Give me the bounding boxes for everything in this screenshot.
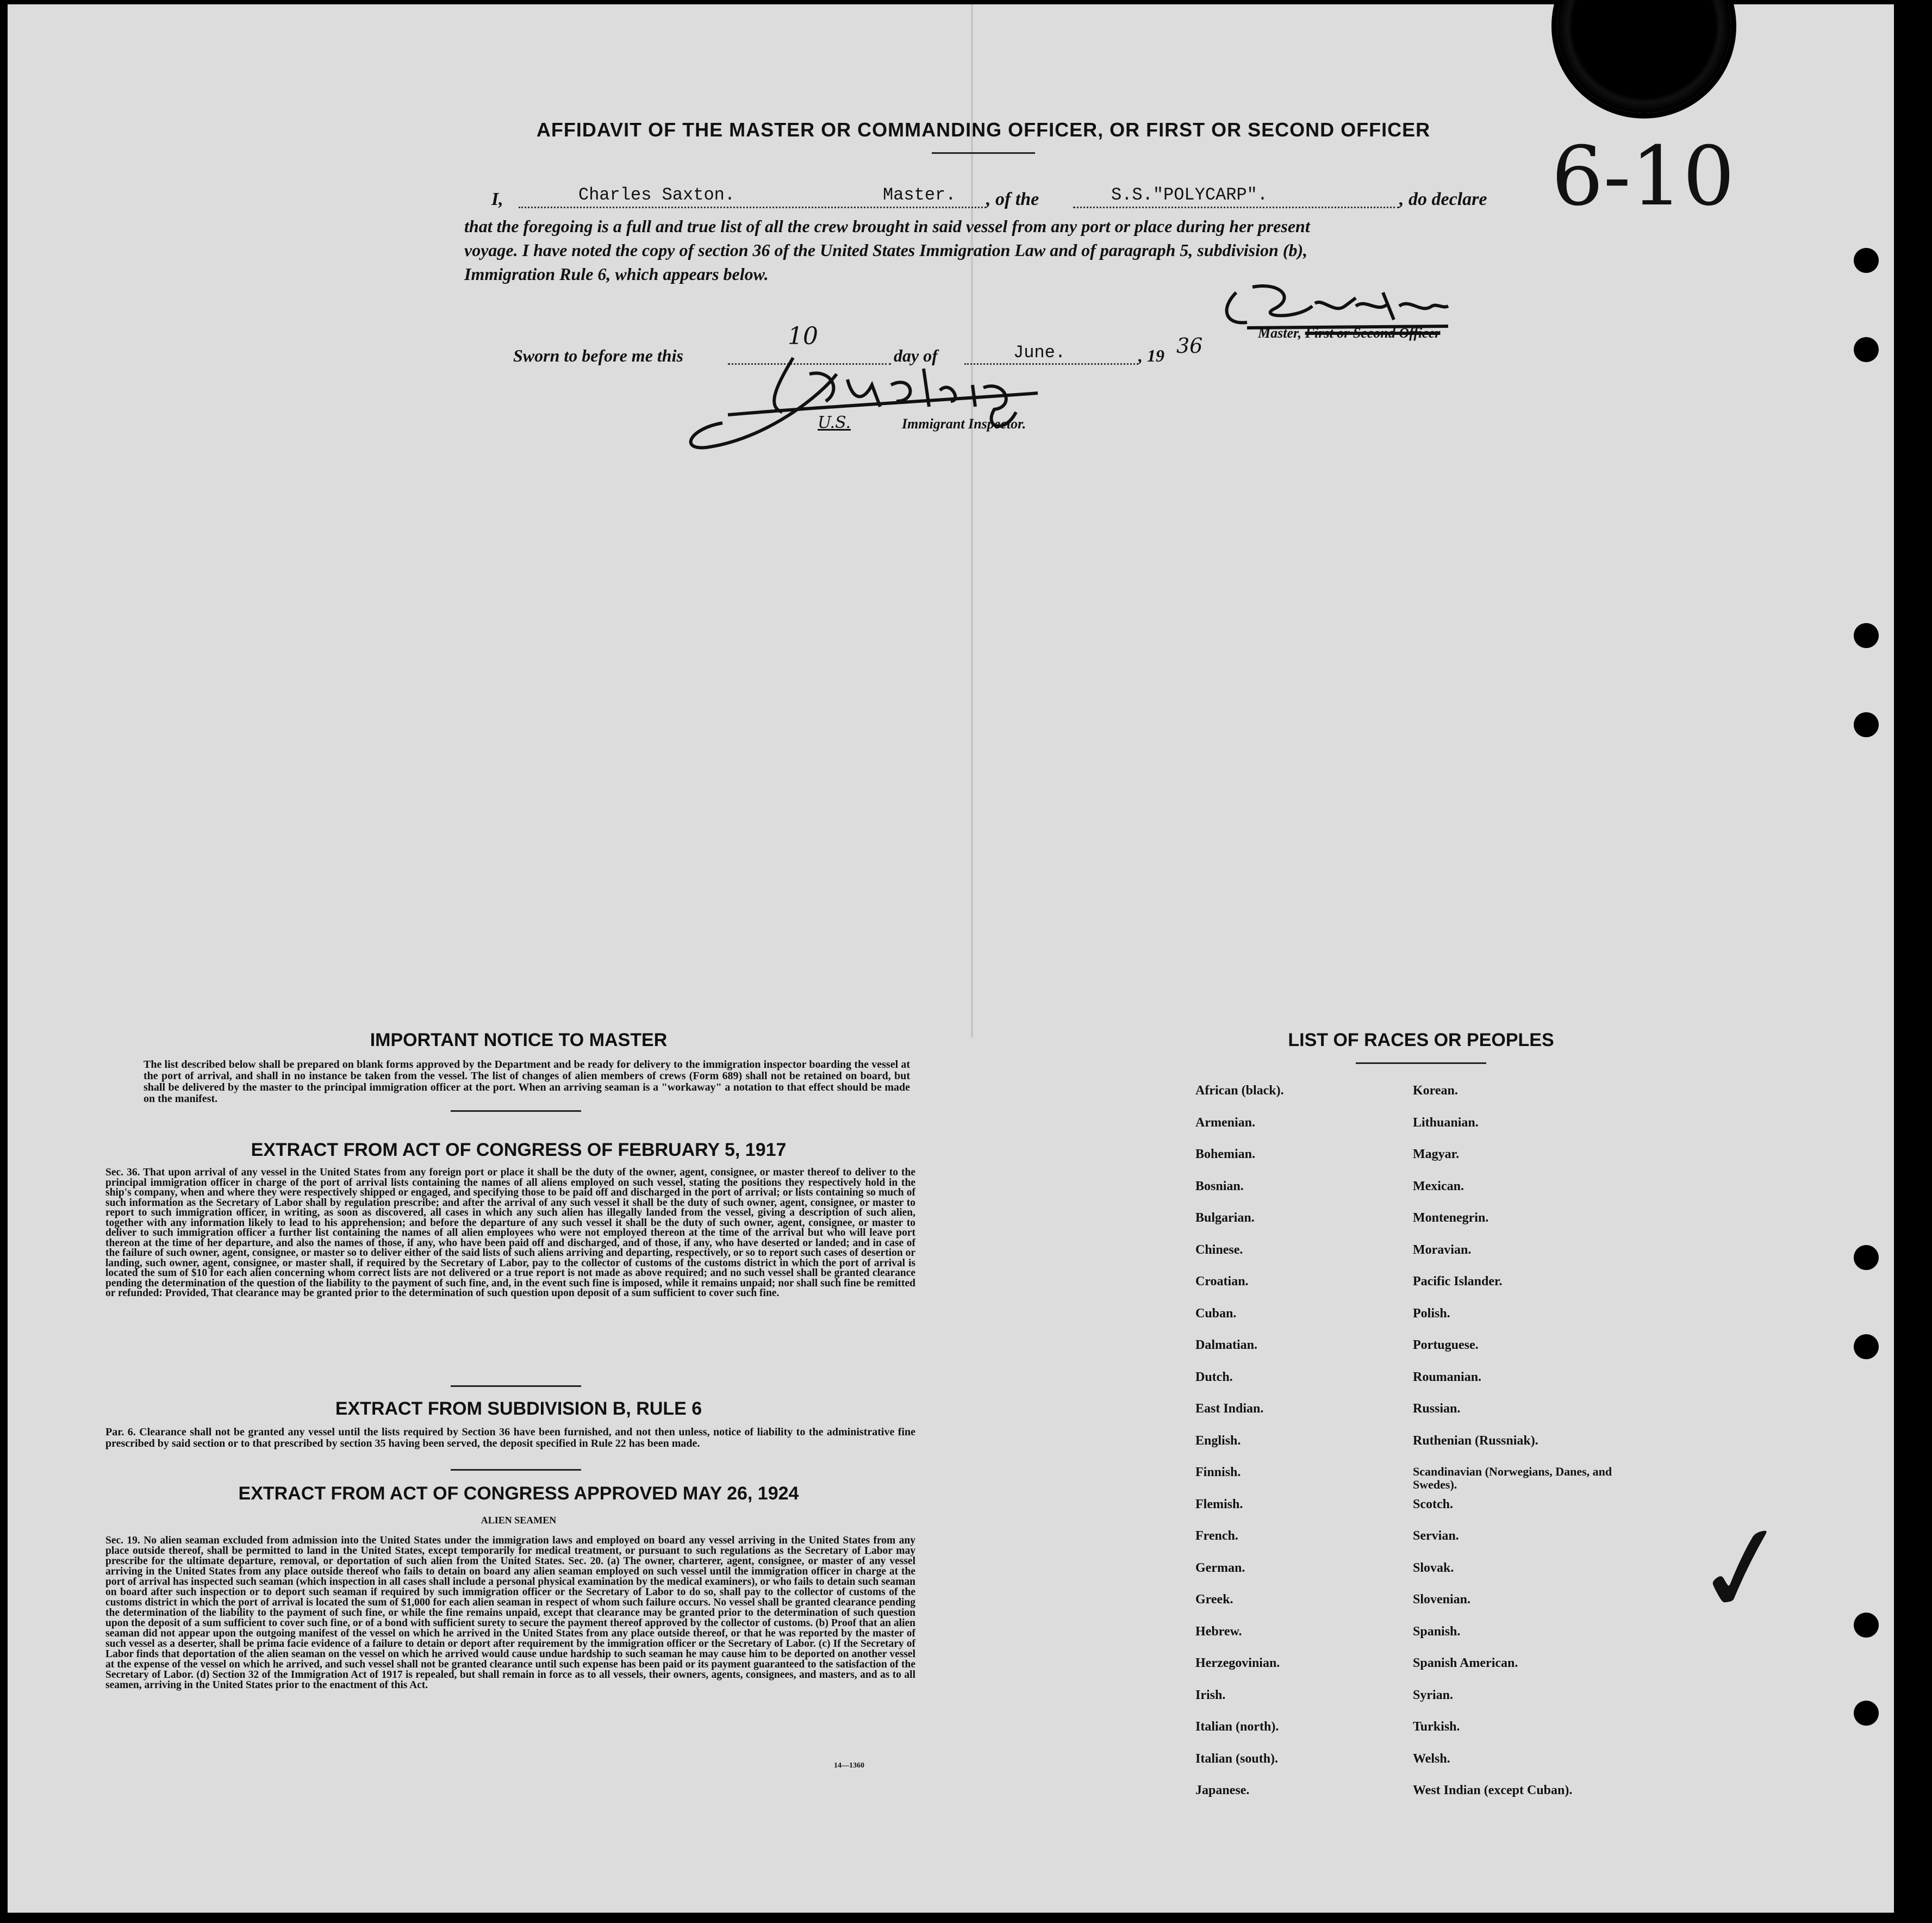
race-item: West Indian (except Cuban). (1413, 1783, 1573, 1797)
race-item: Roumanian. (1413, 1370, 1482, 1384)
race-item: Russian. (1413, 1402, 1461, 1416)
race-item: Portuguese. (1413, 1338, 1479, 1352)
race-item: East Indian. (1195, 1402, 1264, 1416)
sworn-month: June. (1013, 343, 1066, 363)
race-item: Pacific Islander. (1413, 1274, 1503, 1289)
punch-hole (1854, 1334, 1879, 1359)
punch-hole (1854, 248, 1879, 273)
notice-title: IMPORTANT NOTICE TO MASTER (370, 1030, 668, 1050)
punch-hole (1854, 1245, 1879, 1270)
race-item: Finnish. (1195, 1465, 1241, 1479)
form-number: 14—1360 (834, 1762, 864, 1770)
vessel-line (1073, 207, 1399, 208)
race-item: Syrian. (1413, 1688, 1454, 1702)
punch-hole (1854, 623, 1879, 648)
punch-hole (1854, 337, 1879, 362)
race-item: Bulgarian. (1195, 1211, 1255, 1225)
section-rule (451, 1469, 581, 1471)
of-the-label: , of the (986, 189, 1039, 209)
race-item: African (black). (1195, 1084, 1284, 1098)
races-rule (1356, 1062, 1486, 1064)
section-rule (451, 1110, 581, 1112)
master-label: Master, (1258, 325, 1305, 341)
punch-hole (1854, 712, 1879, 737)
affidavit-i-label: I, (491, 189, 503, 209)
race-item: Korean. (1413, 1084, 1458, 1098)
race-item: Spanish American. (1413, 1656, 1518, 1670)
race-item: Moravian. (1413, 1242, 1472, 1257)
check-mark: ✓ (1681, 1491, 1805, 1647)
race-item: Croatian. (1195, 1274, 1249, 1289)
race-item: Lithuanian. (1413, 1115, 1479, 1130)
race-item: Dutch. (1195, 1370, 1233, 1384)
race-item: Welsh. (1413, 1751, 1450, 1766)
race-item: Bohemian. (1195, 1147, 1256, 1161)
race-item: Armenian. (1195, 1115, 1255, 1130)
year-prefix: , 19 (1138, 346, 1164, 365)
race-item: Scotch. (1413, 1497, 1453, 1511)
extract-1917-title: EXTRACT FROM ACT OF CONGRESS OF FEBRUARY 5, 1917 (251, 1140, 787, 1160)
inspector-label: Immigrant Inspector. (902, 416, 1026, 432)
day-of-label: day of (894, 346, 938, 365)
sworn-label: Sworn to before me this (513, 346, 683, 365)
race-item: Spanish. (1413, 1624, 1461, 1639)
race-item: Irish. (1195, 1688, 1226, 1702)
statement-line-1: that the foregoing is a full and true list of all the crew brought in said vessel from any port or place during her present (464, 216, 1310, 236)
race-item: Montenegrin. (1413, 1211, 1489, 1225)
punch-hole (1854, 1613, 1879, 1638)
vessel-name: S.S."POLYCARP". (1111, 185, 1268, 205)
race-item: Bosnian. (1195, 1179, 1244, 1193)
race-item: Turkish. (1413, 1720, 1460, 1734)
race-item: German. (1195, 1560, 1245, 1575)
statement-line-3: Immigration Rule 6, which appears below. (464, 264, 769, 284)
do-declare-label: , do declare (1399, 189, 1487, 209)
section-rule (451, 1385, 581, 1387)
document-sheet (8, 4, 1894, 1913)
name-line (519, 207, 986, 208)
race-item: Ruthenian (Russniak). (1413, 1433, 1538, 1448)
inspector-initials: U.S. (818, 413, 851, 432)
race-item: Slovak. (1413, 1560, 1454, 1575)
title-rule (932, 152, 1035, 154)
race-item: Mexican. (1413, 1179, 1464, 1193)
race-item: Italian (north). (1195, 1720, 1279, 1734)
race-item: Slovenian. (1413, 1592, 1471, 1607)
race-item: Dalmatian. (1195, 1338, 1257, 1352)
affidavit-title: AFFIDAVIT OF THE MASTER OR COMMANDING OFFICER, OR FIRST OR SECOND OFFICER (536, 119, 1431, 141)
race-item: Scandinavian (Norwegians, Danes, and Swedes). (1413, 1465, 1612, 1491)
race-item: Japanese. (1195, 1783, 1250, 1797)
extract-1924-title: EXTRACT FROM ACT OF CONGRESS APPROVED MAY 26, 1924 (238, 1483, 799, 1504)
race-item: Servian. (1413, 1529, 1459, 1543)
extract-1924-body: Sec. 19. No alien seaman excluded from admission into the United States under the immigration laws and employed on board any vessel arriving in the United States from any place outside thereof, shall be permitted to land in the United States, except temporarily for medical treatment, or pursuant to such regulations as the Secretary of Labor may prescribe for the ultimate departure, removal, or deportation of such alien from the United States. Sec. 20. (a) The owner, charterer, agent, consignee, or master of any vessel arriving in the United States from any place outside thereof who fails to detain on board any alien seaman employed on such vessel until the immigration officer in charge at the port of arrival has inspected such seaman (which inspection in all cases shall include a personal physical examination by the medical examiners), or who fails to detain such seaman on board after such inspection or to deport such seaman if required by such immigration officer or the Secretary of Labor to do so, shall pay to the collector of customs of the customs district in which the port of arrival is located the sum of $1,000 for each alien seaman in respect of whom such failure occurs. No vessel shall be granted clearance pending the determination of the liability to the payment of such fine, or while the fine remains unpaid, except that clearance may be granted prior to the determination of such question upon the deposit of a sum sufficient to cover such fine, or of a bond with sufficient surety to secure the payment thereof approved by the collector of customs. (b) Proof that an alien seaman did not appear upon the outgoing manifest of the vessel on which he arrived in the United States from any place outside thereof, or that he was reported by the master of such vessel as a deserter, shall be prima facie evidence of a failure to detain or deport after requirement by the immigration officer or the Secretary of Labor. (c) If the Secretary of Labor finds that deportation of the alien seaman on the vessel on which he arrived would cause undue hardship to such seaman he may cause him to be deported on another vessel at the expense of the vessel on which he arrived, and such vessel shall not be granted clearance until such expense has been paid or its payment guaranteed to the satisfaction of the Secretary of Labor. (d) Section 32 of the Immigration Act of 1917 is repealed, but shall remain in force as to all vessels, their owners, agents, consignees, and masters, and as to all seamen, arriving in the United States prior to the enactment of this Act. (105, 1535, 915, 1691)
races-title: LIST OF RACES OR PEOPLES (1288, 1030, 1554, 1050)
notice-body: The list described below shall be prepared on blank forms approved by the Department and be ready for delivery to the immigration inspector boarding the vessel at the port of arrival, and shall in no instance be taken from the vessel. The list of changes of alien members of crews (Form 689) shall not be retained on board, but shall be delivered by the master to the principal immigration officer at the port. When an arriving seaman is a "workaway" a notation to that effect should be made on the manifest. (144, 1059, 910, 1105)
race-item: Cuban. (1195, 1306, 1237, 1321)
alien-seamen-subtitle: ALIEN SEAMEN (481, 1515, 557, 1526)
race-item: Flemish. (1195, 1497, 1243, 1511)
margin-note: 6-10 (1551, 129, 1735, 224)
struck-officer-text: First or Second Officer (1305, 325, 1441, 341)
master-label-line (1258, 325, 1440, 341)
notary-seal (1557, 0, 1731, 113)
rule6-title: EXTRACT FROM SUBDIVISION B, RULE 6 (335, 1398, 702, 1419)
race-item: French. (1195, 1529, 1238, 1543)
race-item: English. (1195, 1433, 1241, 1448)
punch-hole (1854, 1701, 1879, 1726)
fold-crease (971, 4, 973, 1037)
race-item: Polish. (1413, 1306, 1450, 1321)
extract-1917-body: Sec. 36. That upon arrival of any vessel in the United States from any foreign port or place it shall be the duty of the owner, agent, consignee, or master thereof to deliver to the principal immigration officer in charge of the port of arrival lists containing the names of all aliens employed on such vessel, stating the positions they respectively hold in the ship's company, when and where they were respectively shipped or engaged, and specifying those to be paid off and discharged in the port of arrival; or lists containing so much of such information as the Secretary of Labor shall by regulation prescribe; and after the arrival of any such vessel it shall be the duty of such owner, agent, consignee, or master to report to such immigration officer, in writing, as soon as discovered, all cases in which any such alien has illegally landed from the vessel, giving a description of such alien, together with any information likely to lead to his apprehension; and before the departure of any such vessel it shall be the duty of such owner, agent, consignee, or master to deliver to such immigration officer a further list containing the names of all alien employees who were not employed thereon at the time of the arrival but who will leave port thereon at the time of her departure, and also the names of those, if any, who have been paid off and discharged, and of those, if any, who have deserted or landed; and in case of the failure of such owner, agent, consignee, or master so to deliver either of the said lists of such aliens arriving and departing, respectively, or so to report such cases of desertion or landing, such owner, agent, consignee, or master shall, if required by the Secretary of Labor, pay to the collector of customs of the customs district in which the port of arrival is located the sum of $10 for each alien concerning whom correct lists are not delivered or a true report is not made as above required; and no such vessel shall be granted clearance pending the determination of the question of the liability to the payment of such fine, and, in the event such fine is imposed, while it remains unpaid; nor shall such fine be remitted or refunded: Provided, That clearance may be granted prior to the determination of such question upon deposit of a sum sufficient to cover such fine. (105, 1167, 915, 1299)
race-item: Magyar. (1413, 1147, 1460, 1161)
race-item: Greek. (1195, 1592, 1233, 1607)
inspector-signature (657, 341, 1070, 456)
race-item: Hebrew. (1195, 1624, 1242, 1639)
races-right-column (1413, 1084, 1641, 1815)
races-left-column (1195, 1084, 1424, 1815)
statement-line-2: voyage. I have noted the copy of section 36 of the United States Immigration Law and of paragraph 5, subdivision (b), (464, 240, 1308, 260)
race-item: Chinese. (1195, 1242, 1243, 1257)
sworn-year: 36 (1176, 334, 1203, 358)
rule6-body: Par. 6. Clearance shall not be granted any vessel until the lists required by Section 36 have been furnished, and not then unless, notice of liability to the administrative fine prescribed by said section or to that prescribed by section 35 having been served, the deposit specified in Rule 22 has been made. (105, 1426, 915, 1449)
race-item: Italian (south). (1195, 1751, 1279, 1766)
master-rank: Master. (883, 185, 956, 205)
master-name: Charles Saxton. (578, 185, 736, 205)
race-item: Herzegovinian. (1195, 1656, 1280, 1670)
sworn-day: 10 (788, 322, 818, 350)
